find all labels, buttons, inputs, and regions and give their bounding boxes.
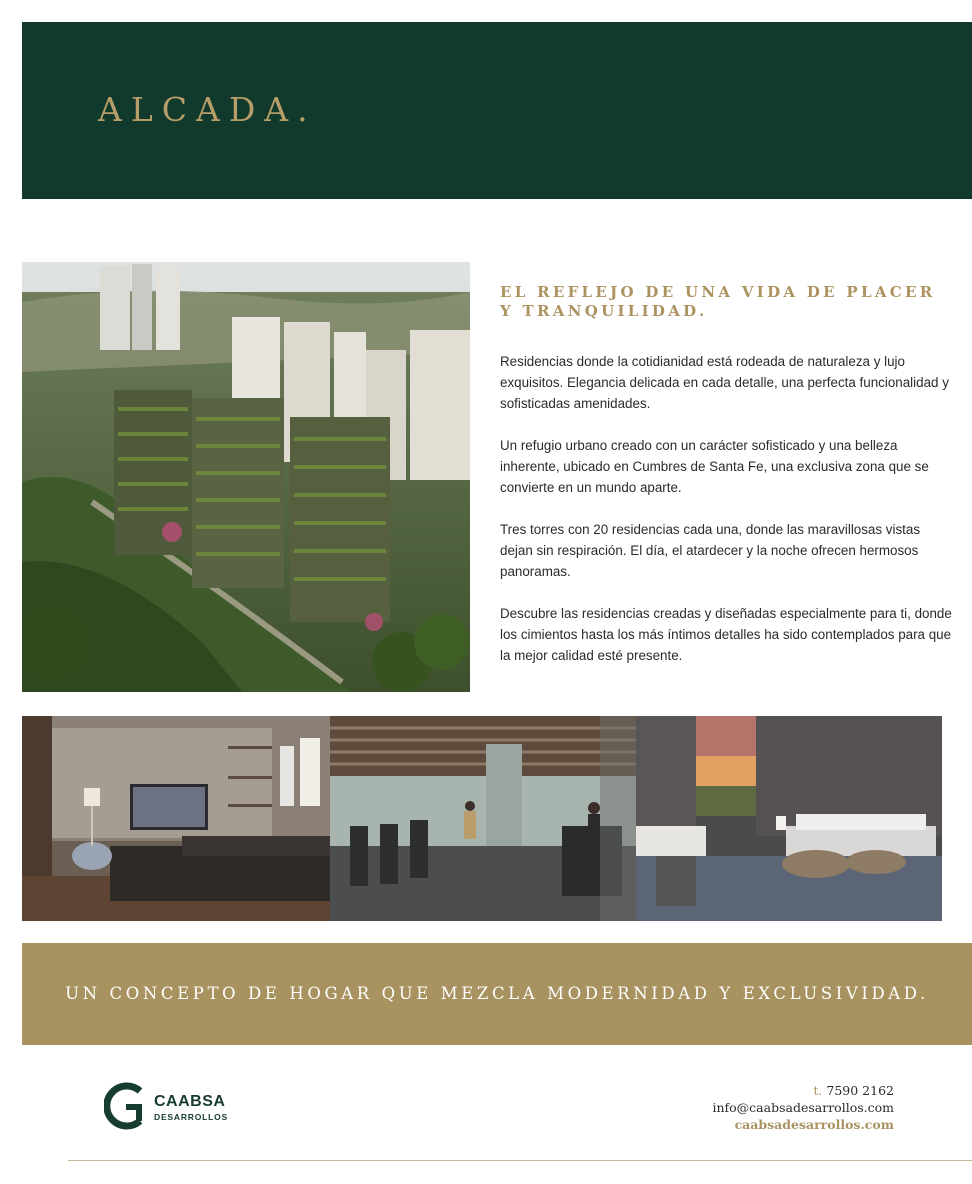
email-link[interactable]: info@caabsadesarrollos.com xyxy=(712,1100,894,1115)
intro-paragraph: Descubre las residencias creadas y diseñadas especialmente para ti, donde los cimientos hasta los más íntimos detalles ha sido contemplados para que la mejor calidad esté presente. xyxy=(500,606,952,663)
intro-heading xyxy=(500,283,955,321)
intro-paragraph: Un refugio urbano creado con un carácter sofisticado y una belleza inherente, ubicado en Cumbres de Santa Fe, una exclusiva zona que se convierte en un mundo aparte. xyxy=(500,438,929,495)
logo-name: CAABSA xyxy=(154,1093,226,1110)
phone-number: 7590 2162 xyxy=(826,1083,894,1098)
living-room-image xyxy=(22,716,330,921)
website-link[interactable]: caabsadesarrollos.com xyxy=(734,1117,894,1132)
intro-section xyxy=(500,283,955,687)
intro-paragraph: Residencias donde la cotidianidad está rodeada de naturaleza y lujo exquisitos. Elegancia delicada en cada detalle, una perfecta funcionalidad y sofisticadas amenidades. xyxy=(500,354,949,411)
caabsa-logo xyxy=(104,1082,254,1134)
footer-divider xyxy=(68,1160,972,1161)
logo-subtitle: DESARROLLOS xyxy=(154,1112,228,1122)
hero-aerial-image xyxy=(22,262,470,692)
intro-heading-line1: EL REFLEJO DE UNA VIDA DE PLACER xyxy=(500,283,936,301)
caabsa-c-logo-icon xyxy=(104,1082,148,1130)
brand-title: ALCADA. xyxy=(98,90,317,129)
amenities-strip xyxy=(22,716,942,921)
intro-paragraph: Tres torres con 20 residencias cada una, donde las maravillosas vistas dejan sin respiración. El día, el atardecer y la noche ofrecen hermosos panoramas. xyxy=(500,522,921,579)
hero-illustration xyxy=(22,262,470,692)
header-band xyxy=(22,22,972,199)
gym-image xyxy=(330,716,636,921)
intro-heading-line2: Y TRANQUILIDAD. xyxy=(500,302,708,320)
phone-line xyxy=(712,1082,894,1099)
lounge-image xyxy=(636,716,942,921)
phone-label: t. xyxy=(813,1083,823,1098)
contact-info xyxy=(712,1082,894,1133)
tagline-band xyxy=(22,943,972,1045)
tagline-text: UN CONCEPTO DE HOGAR QUE MEZCLA MODERNIDAD Y EXCLUSIVIDAD. xyxy=(65,984,929,1003)
